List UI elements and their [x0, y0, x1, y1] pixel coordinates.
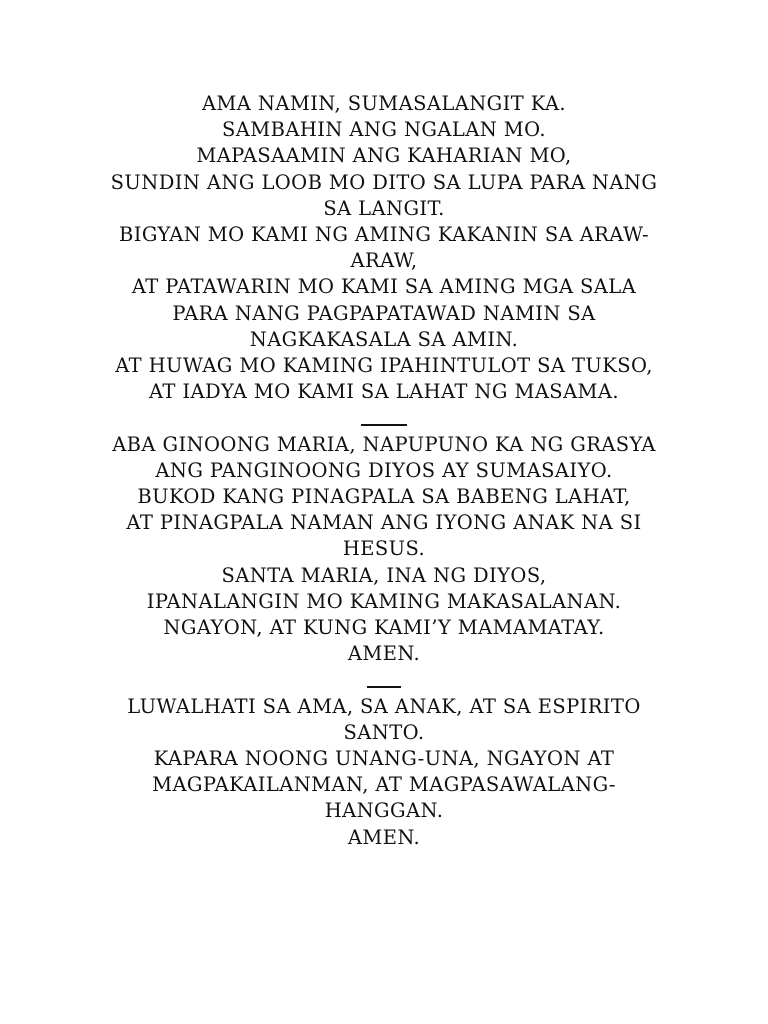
- text-line: BIGYAN MO KAMI NG AMING KAKANIN SA ARAW-: [119, 223, 649, 247]
- text-line: AMEN.: [347, 825, 421, 849]
- text-line: SANTA MARIA, INA NG DIYOS,: [221, 563, 547, 587]
- text-line: BUKOD KANG PINAGPALA SA BABENG LAHAT,: [137, 485, 631, 509]
- text-line: NGAYON, AT KUNG KAMI’Y MAMAMATAY.: [163, 616, 605, 640]
- prayer-aba-ginoong-maria: [0, 432, 768, 668]
- text-line: AMA NAMIN, SUMASALANGIT KA.: [201, 92, 567, 115]
- text-line: MAGPAKAILANMAN, AT MAGPASAWALANG-: [152, 773, 616, 797]
- prayer-ama-namin: [0, 91, 768, 405]
- text-line: HANGGAN.: [324, 799, 444, 823]
- text-line: ARAW,: [350, 249, 418, 273]
- prayer-document: [0, 91, 768, 851]
- text-line: ABA GINOONG MARIA, NAPUPUNO KA NG GRASYA: [112, 432, 656, 456]
- text-line: IPANALANGIN MO KAMING MAKASALANAN.: [146, 589, 622, 613]
- text-line: LUWALHATI SA AMA, SA ANAK, AT SA ESPIRITO: [127, 694, 641, 718]
- text-line: SA LANGIT.: [323, 196, 445, 220]
- text-line: MAPASAAMIN ANG KAHARIAN MO,: [196, 144, 572, 168]
- text-line: AT HUWAG MO KAMING IPAHINTULOT SA TUKSO,: [115, 354, 653, 378]
- text-line: KAPARA NOONG UNANG-UNA, NGAYON AT: [153, 747, 615, 771]
- text-line: AT PATAWARIN MO KAMI SA AMING MGA SALA: [131, 275, 637, 299]
- text-line: AT PINAGPALA NAMAN ANG IYONG ANAK NA SI: [126, 511, 642, 535]
- section-divider: [0, 405, 768, 431]
- text-line: SAMBAHIN ANG NGALAN MO.: [222, 118, 546, 142]
- text-line: AT IADYA MO KAMI SA LAHAT NG MASAMA.: [148, 380, 620, 404]
- text-line: PARA NANG PAGPAPATAWAD NAMIN SA: [172, 301, 596, 325]
- section-divider: [0, 667, 768, 693]
- text-line: SUNDIN ANG LOOB MO DITO SA LUPA PARA NANG: [110, 170, 658, 194]
- text-line: AMEN.: [347, 642, 421, 666]
- text-line: NAGKAKASALA SA AMIN.: [249, 327, 519, 351]
- text-line: SANTO.: [343, 720, 425, 744]
- prayer-luwalhati: [0, 694, 768, 851]
- text-line: HESUS.: [342, 537, 426, 561]
- text-line: ANG PANGINOONG DIYOS AY SUMASAIYO.: [155, 458, 613, 482]
